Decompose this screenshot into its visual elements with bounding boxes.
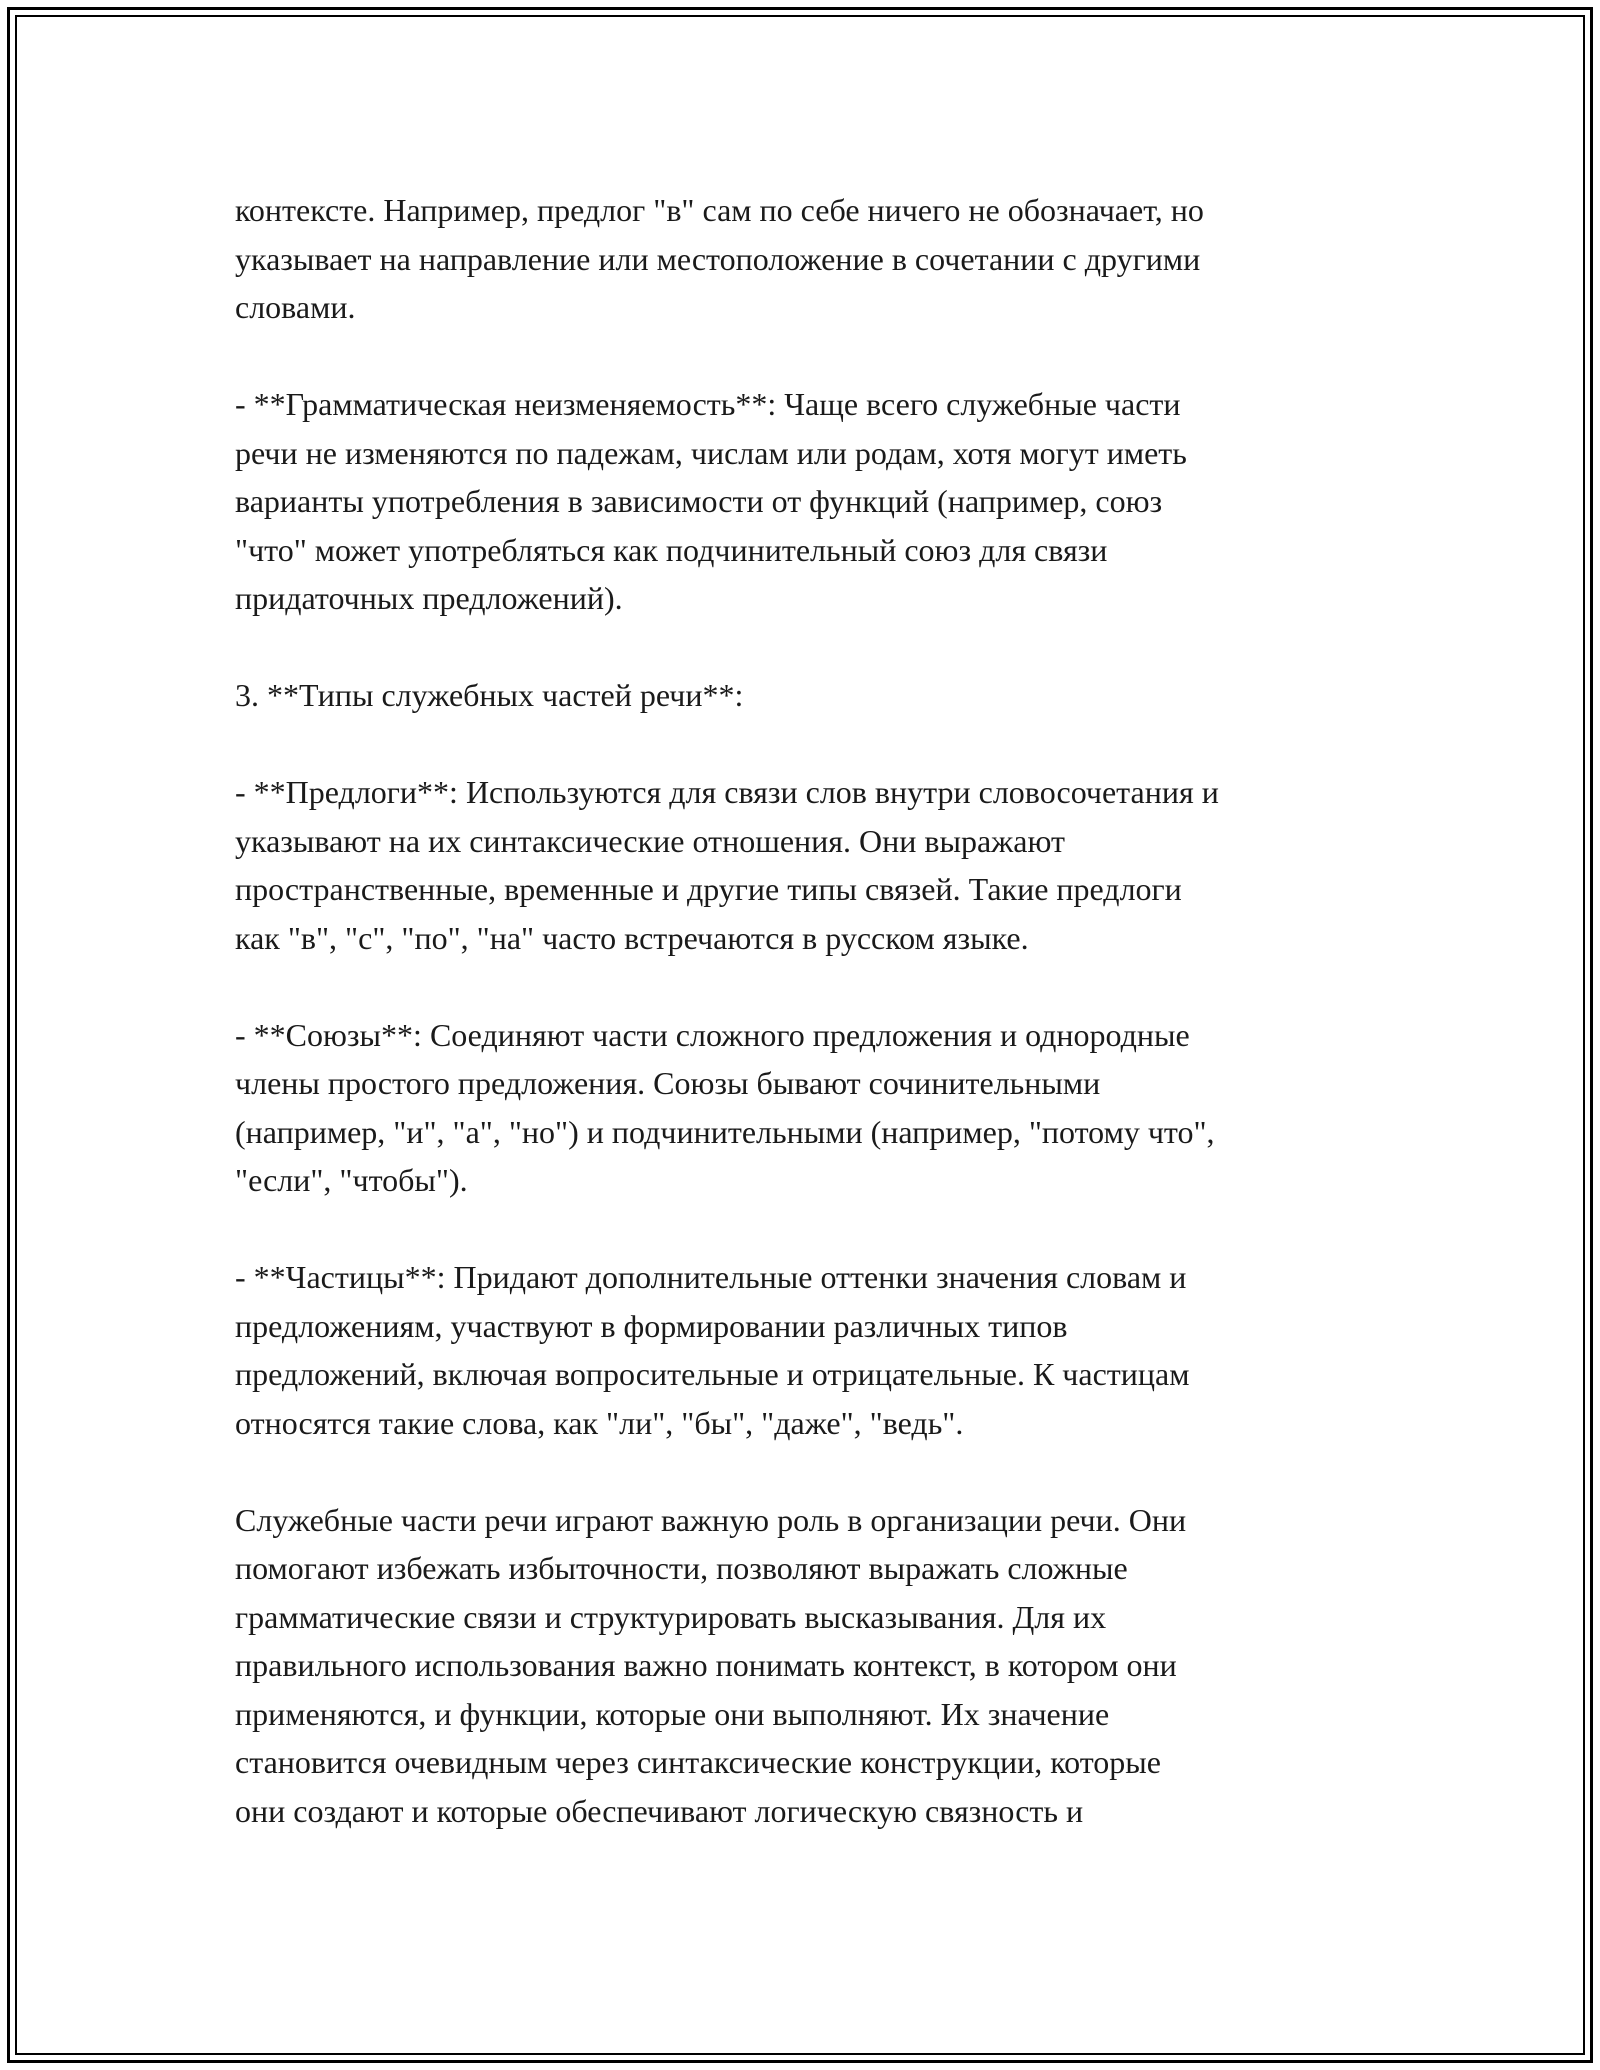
paragraph-conjunctions	[235, 1011, 1385, 1205]
paragraph-particles	[235, 1253, 1385, 1447]
text-line: правильного использования важно понимать контекст, в котором они	[235, 1647, 1177, 1683]
text-line: помогают избежать избыточности, позволяют выражать сложные	[235, 1550, 1128, 1586]
text-line: - **Союзы**: Соединяют части сложного предложения и однородные	[235, 1016, 1190, 1053]
text-line: указывают на их синтаксические отношения. Они выражают	[235, 822, 1065, 859]
text-line: "если", "чтобы").	[235, 1162, 468, 1198]
text-line: они создают и которые обеспечивают логическую связность и	[235, 1792, 1084, 1829]
paragraph-conclusion	[235, 1496, 1385, 1836]
text-line: варианты употребления в зависимости от функций (например, союз	[235, 483, 1163, 519]
text-line: становится очевидным через синтаксические конструкции, которые	[235, 1744, 1161, 1780]
text-line: "что" может употребляться как подчинительный союз для связи	[235, 531, 1108, 568]
text-line: придаточных предложений).	[235, 580, 623, 616]
text-line: грамматические связи и структурировать высказывания. Для их	[235, 1598, 1107, 1635]
section-heading-types	[235, 671, 1385, 720]
paragraph-context-example	[235, 186, 1385, 332]
text-line: Служебные части речи играют важную роль в организации речи. Они	[235, 1501, 1187, 1538]
text-line: члены простого предложения. Союзы бывают сочинительными	[235, 1065, 1101, 1101]
text-line: относятся такие слова, как "ли", "бы", "даже", "ведь".	[235, 1404, 964, 1441]
text-line: (например, "и", "а", "но") и подчинительными (например, "потому что",	[235, 1113, 1215, 1150]
text-line: 3. **Типы служебных частей речи**:	[235, 677, 744, 713]
text-line: речи не изменяются по падежам, числам или родам, хотя могут иметь	[235, 434, 1187, 471]
paragraph-grammatical-invariance	[235, 380, 1385, 623]
text-line: предложениям, участвуют в формировании различных типов	[235, 1307, 1068, 1344]
text-line: - **Грамматическая неизменяемость**: Чаще всего служебные части	[235, 386, 1181, 422]
text-line: контексте. Например, предлог "в" сам по себе ничего не обозначает, но	[235, 192, 1204, 228]
document-body	[235, 186, 1385, 1884]
text-line: - **Предлоги**: Используются для связи слов внутри словосочетания и	[235, 774, 1219, 810]
text-line: пространственные, временные и другие типы связей. Такие предлоги	[235, 871, 1182, 907]
text-line: указывает на направление или местоположение в сочетании с другими	[235, 240, 1201, 277]
text-line: как "в", "с", "по", "на" часто встречаются в русском языке.	[235, 919, 1029, 956]
text-line: предложений, включая вопросительные и отрицательные. К частицам	[235, 1356, 1190, 1392]
paragraph-prepositions	[235, 768, 1385, 962]
text-line: - **Частицы**: Придают дополнительные оттенки значения словам и	[235, 1259, 1187, 1295]
text-line: словами.	[235, 289, 356, 325]
text-line: применяются, и функции, которые они выполняют. Их значение	[235, 1695, 1110, 1732]
